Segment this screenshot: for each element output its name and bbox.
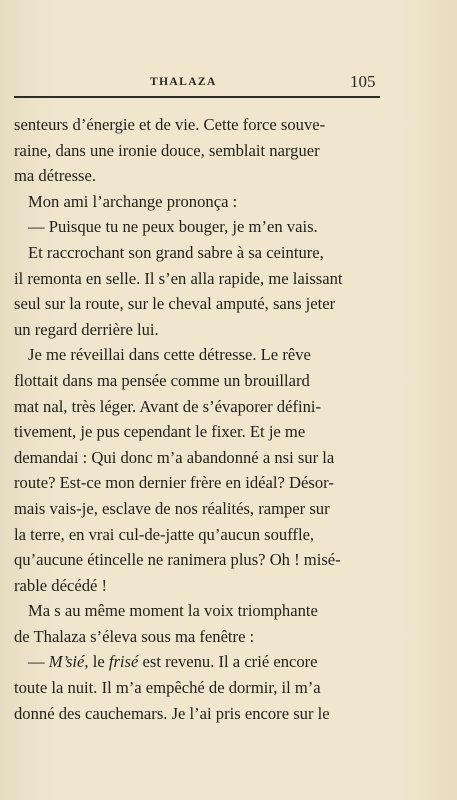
text-line: raine, dans une ironie douce, semblait narguer [14, 140, 320, 160]
text-line: Et raccrochant son grand sabre à sa ceinture, [28, 242, 324, 262]
header-rule [14, 96, 380, 98]
italic-text: M’sié [48, 652, 85, 672]
text-line: rable décédé ! [14, 575, 108, 595]
text-line: mais vais-je, esclave de nos réalités, ramper sur [14, 498, 330, 518]
text-line: la terre, en vrai cul-de-jatte qu’aucun souffle, [14, 524, 315, 544]
running-head [0, 72, 457, 92]
text-line: toute la nuit. Il m’a empêché de dormir, il m’a [14, 678, 321, 698]
body-text [14, 112, 390, 726]
text-line: il remonta en selle. Il s’en alla rapide, me laissant [14, 268, 343, 288]
text-line: un regard derrière lui. [14, 319, 159, 339]
text-line: Mon ami l’archange prononça : [28, 191, 238, 211]
italic-text: frisé [108, 652, 139, 672]
text-line: route? Est-ce mon dernier frère en idéal? Désor- [14, 473, 334, 493]
text-line: ma détresse. [14, 166, 97, 186]
running-title: THALAZA [150, 76, 217, 88]
text-line: demandai : Qui donc m’a abandonné a nsi sur la [14, 447, 335, 467]
page-number: 105 [350, 72, 376, 91]
line-text: , le [84, 652, 109, 672]
text-line: flottait dans ma pensée comme un brouillard [14, 370, 310, 390]
text-line: Ma s au même moment la voix triomphante [28, 601, 318, 621]
text-line: de Thalaza s’éleva sous ma fenêtre : [14, 626, 255, 646]
text-line: seul sur la route, sur le cheval amputé, sans jeter [14, 294, 336, 314]
text-line: donné des cauchemars. Je l’ai pris encore sur le [14, 703, 330, 723]
text-line: senteurs d’énergie et de vie. Cette force souve- [14, 115, 326, 134]
text-line: qu’aucune étincelle ne ranimera plus? Oh ! misé- [14, 550, 341, 570]
text-line: tivement, je pus cependant le fixer. Et je me [14, 422, 306, 442]
dash-text: — [28, 652, 49, 672]
text-line [14, 649, 390, 675]
text-line: — Puisque tu ne peux bouger, je m’en vais. [28, 217, 318, 237]
line-text: est revenu. Il a crié encore [138, 652, 318, 672]
text-line: mat nal, très léger. Avant de s’évaporer défini- [14, 396, 322, 416]
text-line: Je me réveillai dans cette détresse. Le rêve [28, 345, 311, 365]
